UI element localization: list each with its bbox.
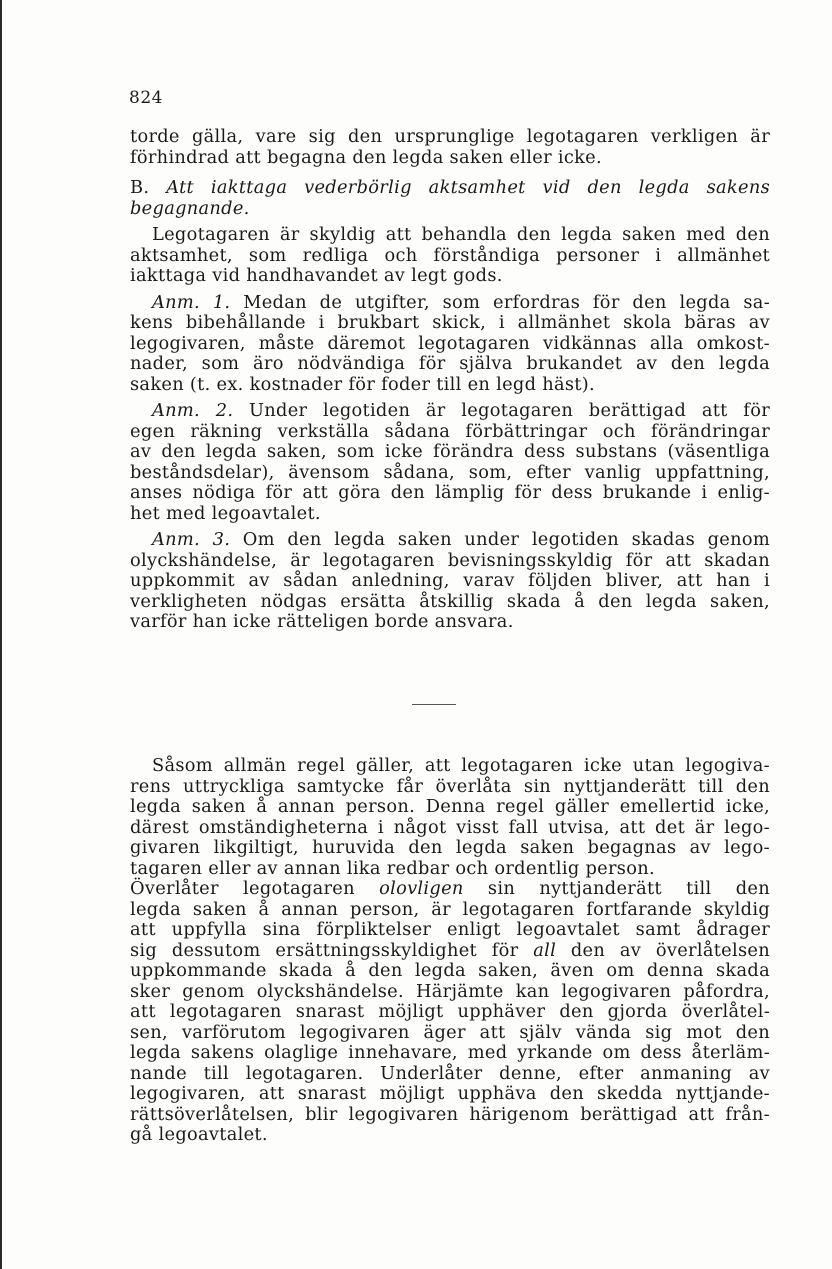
text-line: legda saken å annan person, är legotagaren fortfarande skyldig bbox=[130, 898, 770, 920]
section-label: B. bbox=[130, 177, 150, 198]
text-line: torde gälla, vare sig den ursprunglige legotagaren verkligen är bbox=[130, 126, 770, 147]
text-line: verkligheten nödgas ersätta åtskillig skada å den legda saken, bbox=[130, 590, 770, 612]
text-line: att uppfylla sina förpliktelser enligt legoavtalet samt ådrager bbox=[130, 919, 770, 940]
upper-text-block bbox=[130, 127, 770, 633]
text-line: Medan de utgifter, som erfordras för den legda sa- bbox=[243, 291, 771, 313]
paragraph-overlatelse-regel bbox=[130, 756, 770, 879]
section-title-line: Att iakttaga vederbörlig aktsamhet vid den legda sakens bbox=[166, 177, 771, 198]
text-line: tagaren eller av annan lika redbar och ordentlig person. bbox=[130, 857, 655, 879]
text-line: gå legoavtalet. bbox=[130, 1124, 268, 1145]
text-line: varför han icke rätteligen borde ansvara. bbox=[130, 611, 514, 632]
text-line: egen räkning verkställa sådana förbättringar och förändringar bbox=[130, 420, 770, 442]
text-fragment: sin nyttjanderätt till den bbox=[463, 878, 771, 899]
text-line: legogivaren, måste däremot legotagaren vidkännas alla omkost- bbox=[130, 332, 770, 354]
note-label: Anm. 2. bbox=[152, 400, 234, 421]
text-line: uppkommande skada å den legda saken, även om denna skada bbox=[130, 960, 770, 981]
note-label: Anm. 1. bbox=[152, 291, 231, 313]
lower-text-block bbox=[130, 756, 770, 1146]
text-line: nader, som äro nödvändiga för själva brukandet av den legda bbox=[130, 353, 770, 374]
intro-paragraph bbox=[130, 127, 770, 168]
text-line: därest omständigheterna i något visst fall utvisa, att det är lego- bbox=[130, 816, 770, 838]
paragraph-aktsamhet bbox=[130, 225, 770, 287]
text-line: kens bibehållande i brukbart skick, i allmänhet skola bäras av bbox=[130, 312, 770, 333]
text-line: av den legda saken, som icke förändra dess substans (väsentliga bbox=[130, 441, 770, 462]
note-anm-3 bbox=[130, 530, 770, 633]
text-line: rättsöverlåtelsen, blir legogivaren härigenom berättigad att från- bbox=[130, 1103, 770, 1125]
text-line: aktsamhet, som redliga och förståndiga personer i allmänhet bbox=[130, 244, 770, 266]
text-line: legda sakens olaglige innehavare, med yrkande om dess återläm- bbox=[130, 1042, 770, 1063]
text-line: beståndsdelar), ävensom sådana, som, efter vanlig uppfattning, bbox=[130, 461, 770, 483]
text-line: Om den legda saken under legotiden skadas genom bbox=[242, 529, 771, 550]
text-line: legogivaren, att snarast möjligt upphäva den skedda nyttjande- bbox=[130, 1083, 770, 1104]
section-heading-b bbox=[130, 178, 770, 219]
page-edge-shadow bbox=[0, 0, 2, 1269]
section-divider bbox=[412, 704, 456, 705]
text-line: förhindrad att begagna den legda saken eller icke. bbox=[130, 146, 602, 168]
text-line: legda saken å annan person. Denna regel gäller emellertid icke, bbox=[130, 796, 770, 817]
section-title-line: begagnande. bbox=[130, 197, 250, 219]
text-fragment: sig dessutom ersättningsskyldighet för bbox=[130, 939, 534, 961]
text-fragment: Överlåter legotagaren bbox=[130, 878, 380, 899]
text-line: sker genom olyckshändelse. Härjämte kan legogivaren påfordra, bbox=[130, 980, 770, 1002]
text-line: saken (t. ex. kostnader för foder till en legd häst). bbox=[130, 373, 595, 395]
note-label: Anm. 3. bbox=[152, 529, 231, 550]
emphasis-text: all bbox=[533, 939, 557, 961]
text-line: anses nödiga för att göra den lämplig för dess brukande i enlig- bbox=[130, 482, 770, 503]
text-line: het med legoavtalet. bbox=[130, 502, 321, 524]
text-line: rens uttryckliga samtycke får överlåta sin nyttjanderätt till den bbox=[130, 775, 770, 797]
text-line: givaren likgiltigt, huruvida den legda saken begagnas av lego- bbox=[130, 837, 770, 858]
paragraph-olovlig-overlatelse bbox=[130, 879, 770, 1146]
emphasis-text: olovligen bbox=[379, 878, 464, 899]
text-line: olyckshändelse, är legotagaren bevisningsskyldig för att skadan bbox=[130, 549, 770, 571]
text-fragment: den av överlåtelsen bbox=[556, 939, 770, 961]
text-line: Under legotiden är legotagaren berättigad att för bbox=[248, 400, 770, 421]
text-line: Såsom allmän regel gäller, att legotagaren icke utan legogiva- bbox=[152, 755, 770, 776]
note-anm-1 bbox=[130, 293, 770, 396]
text-line: att legotagaren snarast möjligt upphäver den gjorda överlåtel- bbox=[130, 1001, 770, 1022]
text-line: iakttaga vid handhavandet av legt gods. bbox=[130, 265, 503, 286]
text-line: sen, varförutom legogivaren äger att själv vända sig mot den bbox=[130, 1021, 770, 1043]
text-line: nande till legotagaren. Underlåter denne, efter anmaning av bbox=[130, 1062, 770, 1084]
page-number: 824 bbox=[129, 88, 163, 108]
note-anm-2 bbox=[130, 401, 770, 524]
text-line: Legotagaren är skyldig att behandla den legda saken med den bbox=[152, 224, 770, 245]
text-line: uppkommit av sådan anledning, varav följden bliver, att han i bbox=[130, 570, 770, 591]
